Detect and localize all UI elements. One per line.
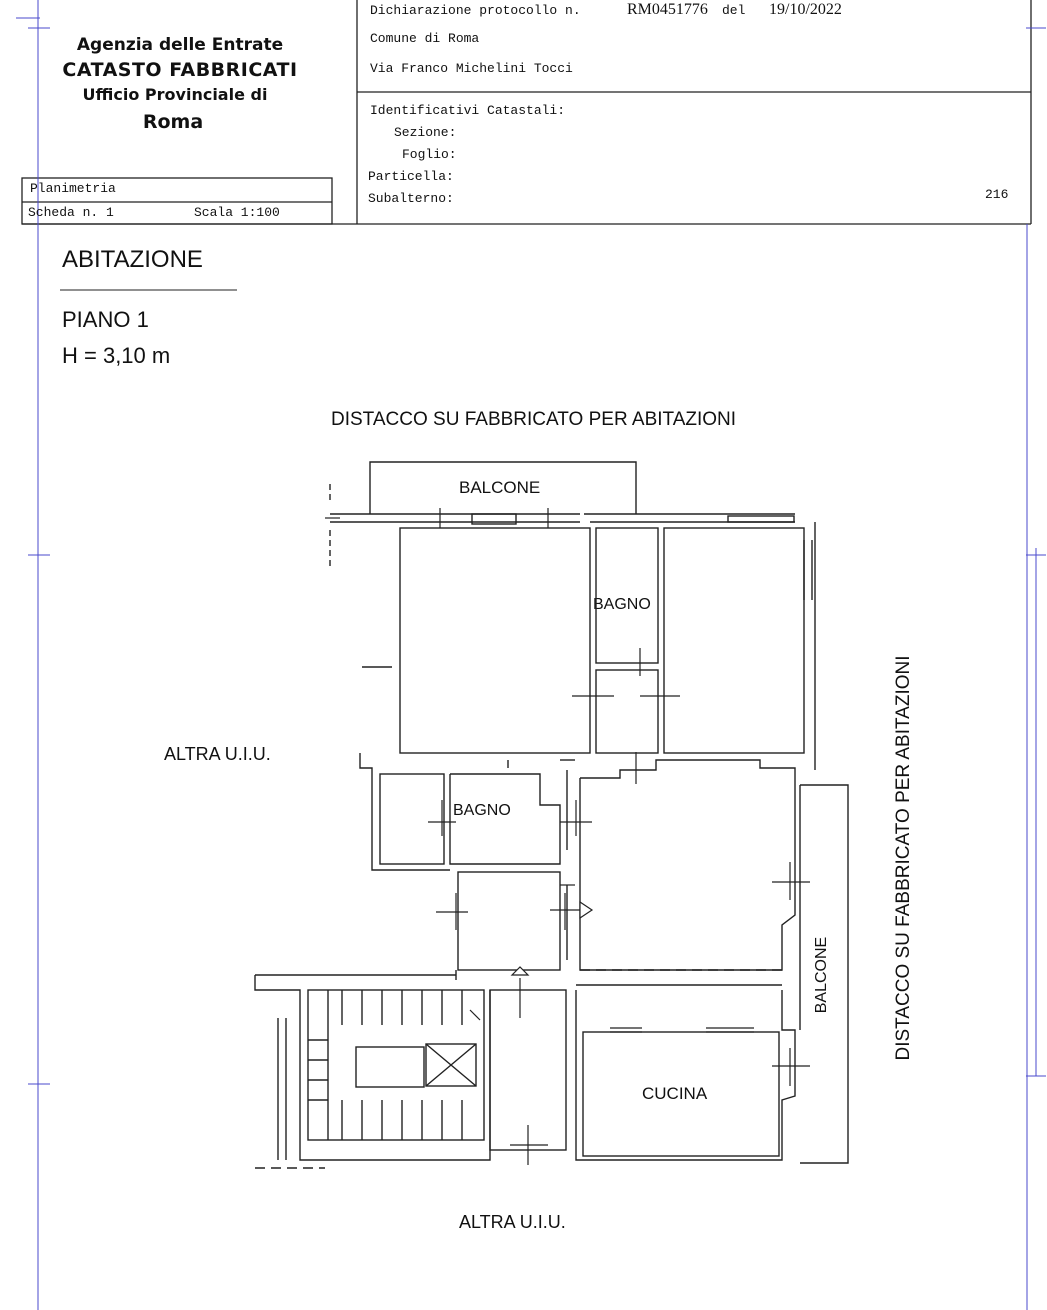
foglio-label: Foglio: [402,147,457,162]
left-altra-uiu-label: ALTRA U.I.U. [164,744,271,764]
catasto-title: CATASTO FABBRICATI [62,59,298,81]
height-label: H = 3,10 m [62,343,171,368]
scala-label: Scala 1:100 [194,205,280,220]
particella-label: Particella: [368,169,454,184]
ufficio-city: Roma [142,111,204,133]
scheda-label: Scheda n. 1 [28,205,114,220]
address-label: Via Franco Michelini Tocci [370,61,573,76]
top-distacco-label: DISTACCO SU FABBRICATO PER ABITAZIONI [331,409,737,430]
protocol-number: RM0451776 [627,1,708,18]
room-balcone-top: BALCONE [459,478,541,497]
sezione-label: Sezione: [394,125,457,140]
agency-name: Agenzia delle Entrate [76,35,284,55]
floor-label: PIANO 1 [62,307,149,332]
subalterno-label: Subalterno: [368,191,454,206]
protocol-date: 19/10/2022 [769,1,842,18]
room-bagno-1: BAGNO [593,596,651,613]
protocol-label: Dichiarazione protocollo n. [370,3,581,18]
right-distacco-label: DISTACCO SU FABBRICATO PER ABITAZIONI [893,655,914,1061]
comune-label: Comune di Roma [370,31,480,46]
bottom-altra-uiu-label: ALTRA U.I.U. [459,1212,566,1232]
subalterno-value: 216 [985,187,1009,202]
room-bagno-2: BAGNO [453,802,511,819]
room-balcone-right: BALCONE [813,936,830,1014]
identificativi-label: Identificativi Catastali: [370,103,566,118]
planimetria-label: Planimetria [30,181,116,196]
ufficio-label: Ufficio Provinciale di [82,85,268,104]
room-cucina: CUCINA [642,1084,708,1103]
protocol-del: del [722,3,746,18]
plan-title: ABITAZIONE [62,246,203,273]
